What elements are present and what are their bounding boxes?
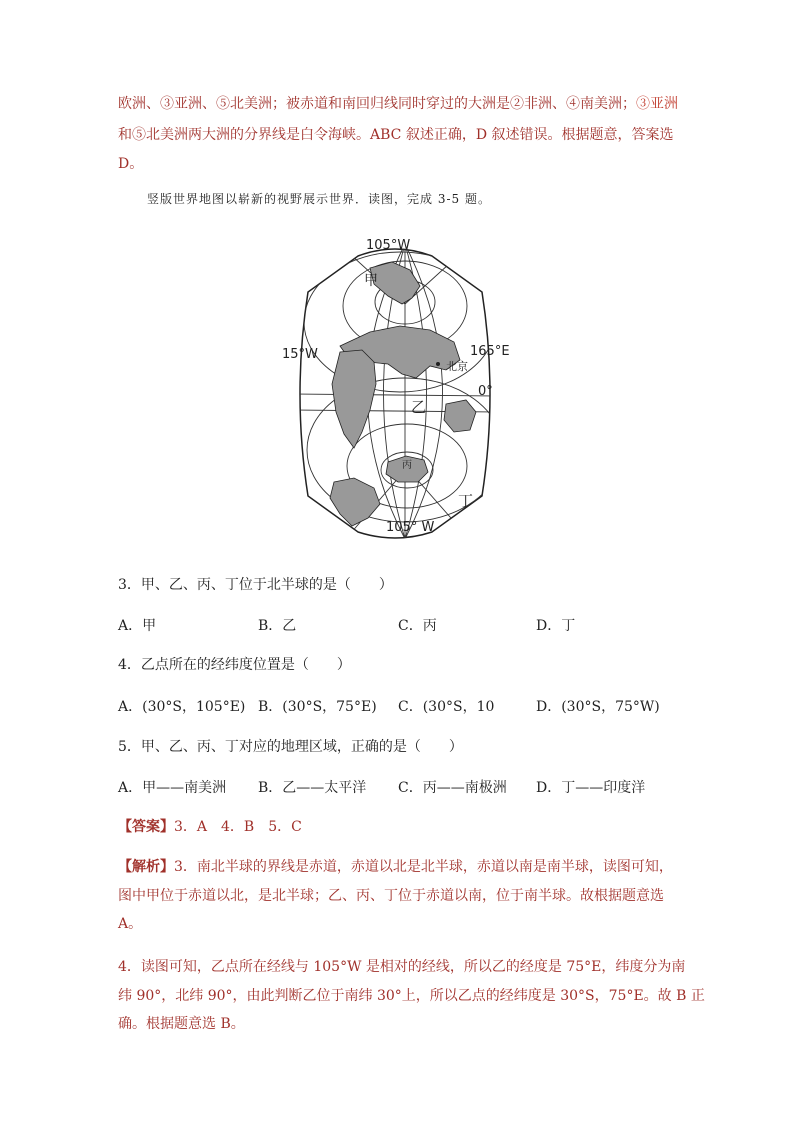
q3-option-a[interactable]: A．甲 <box>118 618 157 634</box>
q3-option-d[interactable]: D．丁 <box>536 618 576 634</box>
map-label-ding: 丁 <box>458 492 474 510</box>
map-label-yi: 乙 <box>411 398 427 416</box>
q3-stem: 3．甲、乙、丙、丁位于北半球的是（ ） <box>118 577 393 593</box>
intro-line-1a: 欧洲、③亚洲、⑤北美洲；被赤道和南回归线同时穿过的大洲是②非洲、④南美洲； <box>118 96 636 112</box>
q4-stem: 4．乙点所在的经纬度位置是（ ） <box>118 657 351 673</box>
analysis-p2-line2: 纬 90°，北纬 90°，由此判断乙位于南纬 30°上，所以乙点的经纬度是 30°S，75°E。故 B 正 <box>118 988 705 1004</box>
analysis-p1-line1 <box>118 857 673 877</box>
q5-option-d[interactable]: D．丁——印度洋 <box>536 780 646 796</box>
world-map-figure <box>270 234 520 544</box>
analysis-tag: 【解析】 <box>118 859 174 875</box>
analysis-p1-line1-text: 3．南北半球的界线是赤道，赤道以北是北半球，赤道以南是南半球，读图可知， <box>174 859 673 875</box>
answer-text: 3．A 4．B 5．C <box>174 819 302 835</box>
q5-option-c[interactable]: C．丙——南极洲 <box>398 780 507 796</box>
map-label-equator: 0° <box>478 384 493 399</box>
q4-option-b[interactable]: B．(30°S，75°E) <box>258 699 377 715</box>
analysis-p2-line3: 确。根据题意选 B。 <box>118 1016 245 1032</box>
intro-line-1 <box>118 94 678 114</box>
map-label-beijing: 北京 <box>446 360 468 373</box>
analysis-p1-line3: A。 <box>118 916 143 932</box>
map-label-right-meridian: 165°E <box>470 344 510 359</box>
q4-option-a[interactable]: A．(30°S，105°E) <box>118 699 246 715</box>
question-lead: 竖版世界地图以崭新的视野展示世界．读图，完成 3-5 题。 <box>147 192 491 206</box>
answer-line <box>118 817 302 837</box>
map-label-bottom-meridian: 105° W <box>386 520 435 535</box>
map-label-top-meridian: 105°W <box>366 238 411 253</box>
analysis-p1-line2: 图中甲位于赤道以北，是北半球；乙、丙、丁位于赤道以南，位于南半球。故根据题意选 <box>118 888 664 904</box>
map-label-left-meridian: 15°W <box>282 347 318 362</box>
q3-option-b[interactable]: B．乙 <box>258 618 297 634</box>
q5-stem: 5．甲、乙、丙、丁对应的地理区域，正确的是（ ） <box>118 739 463 755</box>
q5-option-a[interactable]: A．甲——南美洲 <box>118 780 227 796</box>
analysis-p2-line1: 4．读图可知，乙点所在经线与 105°W 是相对的经线，所以乙的经度是 75°E，纬度分为南 <box>118 959 686 975</box>
q4-option-d[interactable]: D．(30°S，75°W) <box>536 699 660 715</box>
map-label-jia: 甲 <box>364 273 378 289</box>
q4-option-c[interactable]: C．(30°S，10 <box>398 699 495 715</box>
q5-option-b[interactable]: B．乙——太平洋 <box>258 780 367 796</box>
answer-tag: 【答案】 <box>118 819 174 835</box>
intro-line-2: 和⑤北美洲两大洲的分界线是白令海峡。ABC 叙述正确，D 叙述错误。根据题意，答案选 <box>118 127 674 143</box>
map-label-bing: 丙 <box>402 460 412 471</box>
q3-option-c[interactable]: C．丙 <box>398 618 437 634</box>
intro-line-1b: ③亚洲 <box>636 96 678 112</box>
intro-line-3: D。 <box>118 156 144 172</box>
